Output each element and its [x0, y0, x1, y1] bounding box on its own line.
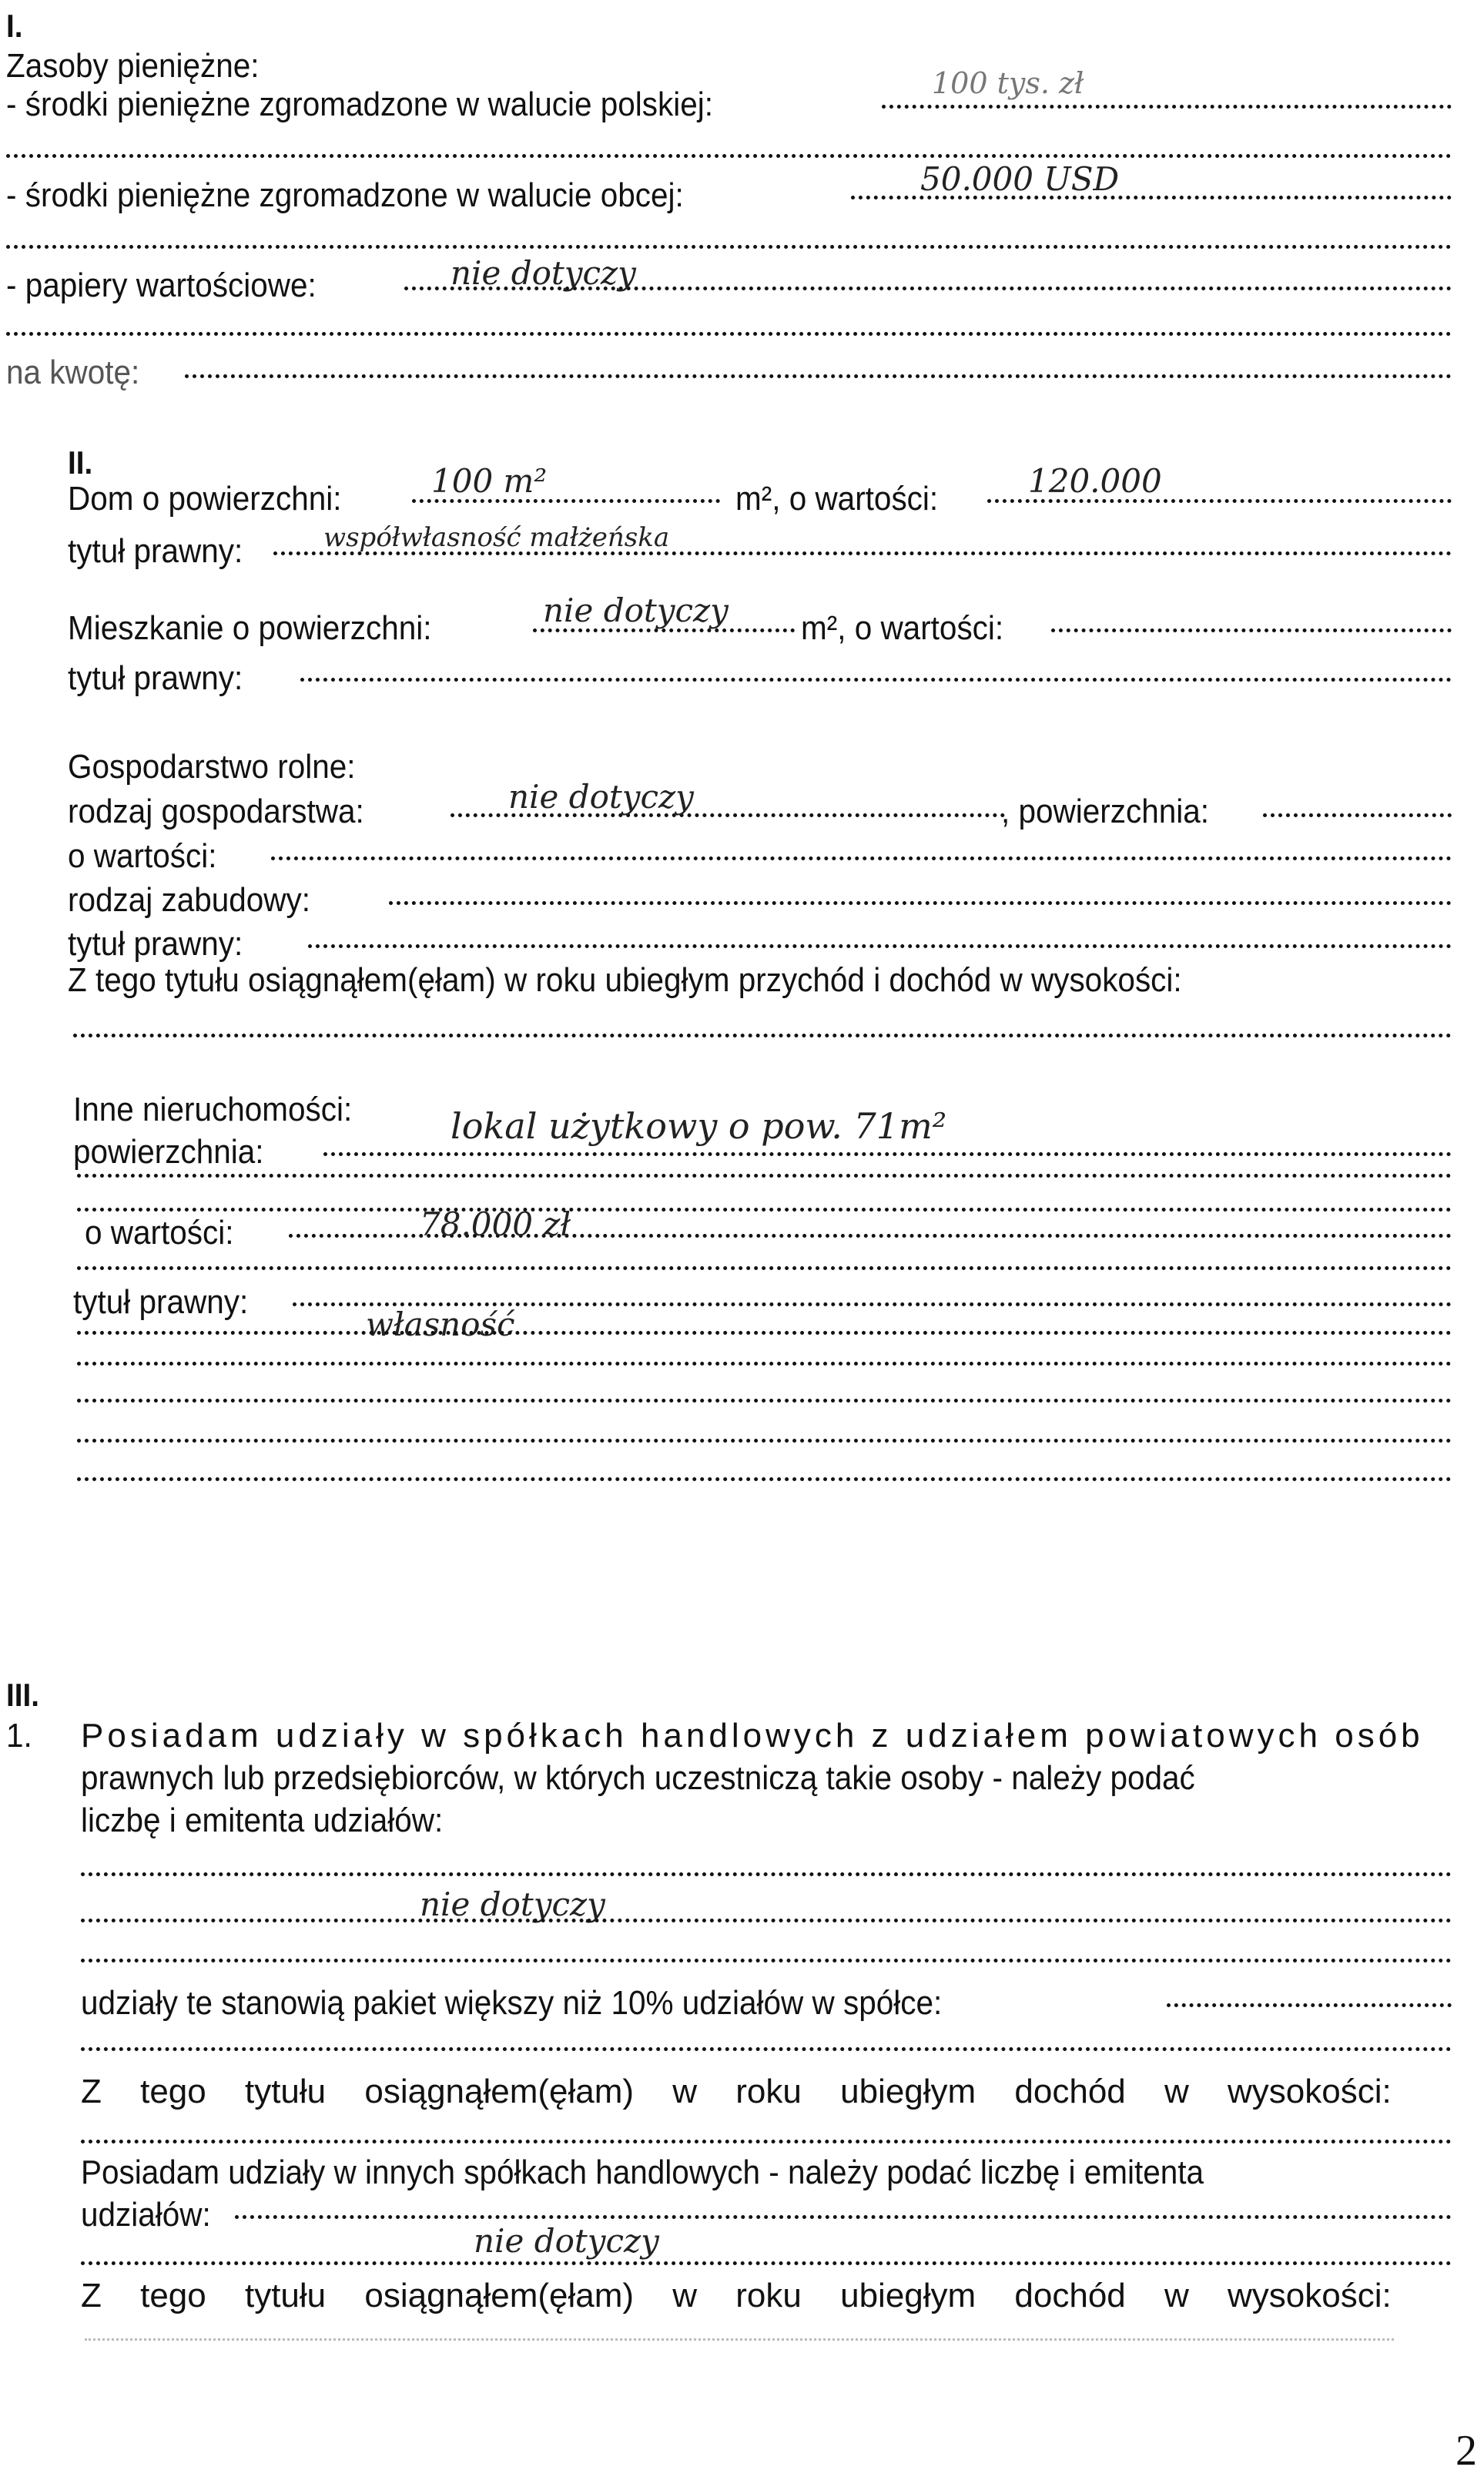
- other-shares-line-2: udziałów:: [81, 2196, 211, 2234]
- house-value: 120.000: [1028, 462, 1162, 500]
- item-1-line-3: liczbę i emitenta udziałów:: [81, 1802, 444, 1839]
- amount-label: na kwotę:: [6, 354, 140, 391]
- house-title-label: tytuł prawny:: [68, 532, 243, 570]
- flat-unit-label: m², o wartości:: [801, 609, 1004, 647]
- other-area-label: powierzchnia:: [73, 1133, 264, 1171]
- page-number: 2: [1456, 2427, 1477, 2475]
- other-shares-line[interactable]: [235, 2209, 1452, 2219]
- farm-type-value: nie dotyczy: [508, 778, 694, 816]
- packet-line[interactable]: [1167, 1997, 1452, 2007]
- farm-legal-title-line[interactable]: [308, 938, 1452, 948]
- income-line[interactable]: [81, 2133, 1452, 2143]
- flat-title-label: tytuł prawny:: [68, 659, 243, 697]
- pln-funds-value: 100 tys. zł: [932, 66, 1084, 100]
- house-title-value: współwłasność małżeńska: [323, 522, 670, 553]
- other-area-value: lokal użytkowy o pow. 71m²: [451, 1105, 947, 1147]
- other-line-e[interactable]: [77, 1471, 1452, 1481]
- section-1-heading: I.: [6, 8, 23, 44]
- amount-line[interactable]: [185, 368, 1452, 378]
- income-2-label: Z tego tytułu osiągnąłem(ęłam) w roku ubiegłym dochód w wysokości:: [81, 2277, 1392, 2314]
- pln-funds-label: - środki pieniężne zgromadzone w walucie polskiej:: [6, 85, 714, 123]
- other-line-c[interactable]: [77, 1393, 1452, 1403]
- packet-label: udziały te stanowią pakiet większy niż 10% udziałów w spółce:: [81, 1984, 943, 2022]
- item-1-line-c[interactable]: [81, 1952, 1452, 1962]
- other-value-label: o wartości:: [85, 1214, 234, 1252]
- other-value-value: 78.000 zł: [420, 1205, 571, 1243]
- income-label: Z tego tytułu osiągnąłem(ęłam) w roku ubiegłym dochód w wysokości:: [81, 2073, 1392, 2110]
- securities-label: - papiery wartościowe:: [6, 266, 317, 304]
- item-1-line-2: prawnych lub przedsiębiorców, w których uczestniczą takie osoby - należy podać: [81, 1759, 1195, 1797]
- house-unit-label: m², o wartości:: [735, 480, 939, 518]
- other-legal-title-label: tytuł prawny:: [73, 1283, 249, 1321]
- securities-value: nie dotyczy: [451, 254, 636, 292]
- other-legal-title-value: własność: [366, 1306, 515, 1343]
- other-area-line-2[interactable]: [77, 1168, 1452, 1178]
- farm-area-line[interactable]: [1263, 807, 1452, 817]
- income-2-line[interactable]: [85, 2335, 1394, 2341]
- farm-building-line[interactable]: [389, 895, 1452, 905]
- item-1-line-a[interactable]: [81, 1866, 1452, 1876]
- item-1-line-b[interactable]: [81, 1912, 1452, 1922]
- other-line-a[interactable]: [77, 1325, 1452, 1335]
- flat-area-label: Mieszkanie o powierzchni:: [68, 609, 432, 647]
- other-line-b[interactable]: [77, 1356, 1452, 1366]
- other-line-d[interactable]: [77, 1433, 1452, 1443]
- other-area-line-3[interactable]: [77, 1202, 1452, 1212]
- farm-title: Gospodarstwo rolne:: [68, 748, 356, 786]
- house-area-label: Dom o powierzchni:: [68, 480, 342, 518]
- other-shares-line-1: Posiadam udziały w innych spółkach handlowych - należy podać liczbę i emitenta: [81, 2154, 1204, 2191]
- farm-value-line[interactable]: [271, 850, 1452, 860]
- cash-resources-title: Zasoby pieniężne:: [6, 47, 260, 85]
- farm-area-label: , powierzchnia:: [1001, 793, 1210, 830]
- flat-area-value: nie dotyczy: [543, 592, 729, 629]
- item-1-line-1: Posiadam udziały w spółkach handlowych z udziałem powiatowych osób: [81, 1717, 1424, 1755]
- pln-funds-line-2[interactable]: [6, 148, 1452, 158]
- flat-title-line[interactable]: [300, 672, 1452, 682]
- securities-line-2[interactable]: [6, 326, 1452, 336]
- house-area-value: 100 m²: [431, 462, 548, 500]
- section-3-heading: III.: [6, 1677, 39, 1713]
- farm-type-label: rodzaj gospodarstwa:: [68, 793, 364, 830]
- item-1-value: nie dotyczy: [420, 1885, 605, 1923]
- foreign-funds-line-2[interactable]: [6, 239, 1452, 249]
- packet-line-2[interactable]: [81, 2041, 1452, 2051]
- flat-value-line[interactable]: [1051, 622, 1452, 632]
- farm-value-label: o wartości:: [68, 837, 217, 875]
- other-shares-value: nie dotyczy: [474, 2222, 659, 2260]
- foreign-funds-value: 50.000 USD: [920, 160, 1120, 198]
- farm-building-label: rodzaj zabudowy:: [68, 881, 311, 919]
- foreign-funds-label: - środki pieniężne zgromadzone w walucie obcej:: [6, 176, 684, 214]
- other-area-line[interactable]: [323, 1146, 1452, 1156]
- other-value-line-2[interactable]: [77, 1260, 1452, 1270]
- other-property-title: Inne nieruchomości:: [73, 1091, 353, 1128]
- farm-income-line[interactable]: [73, 1027, 1452, 1037]
- farm-legal-title-label: tytuł prawny:: [68, 925, 243, 963]
- item-1-number: 1.: [6, 1717, 32, 1755]
- farm-income-label: Z tego tytułu osiągnąłem(ęłam) w roku ubiegłym przychód i dochód w wysokości:: [68, 961, 1182, 999]
- section-2-heading: II.: [68, 444, 93, 481]
- other-shares-line-b[interactable]: [81, 2255, 1452, 2265]
